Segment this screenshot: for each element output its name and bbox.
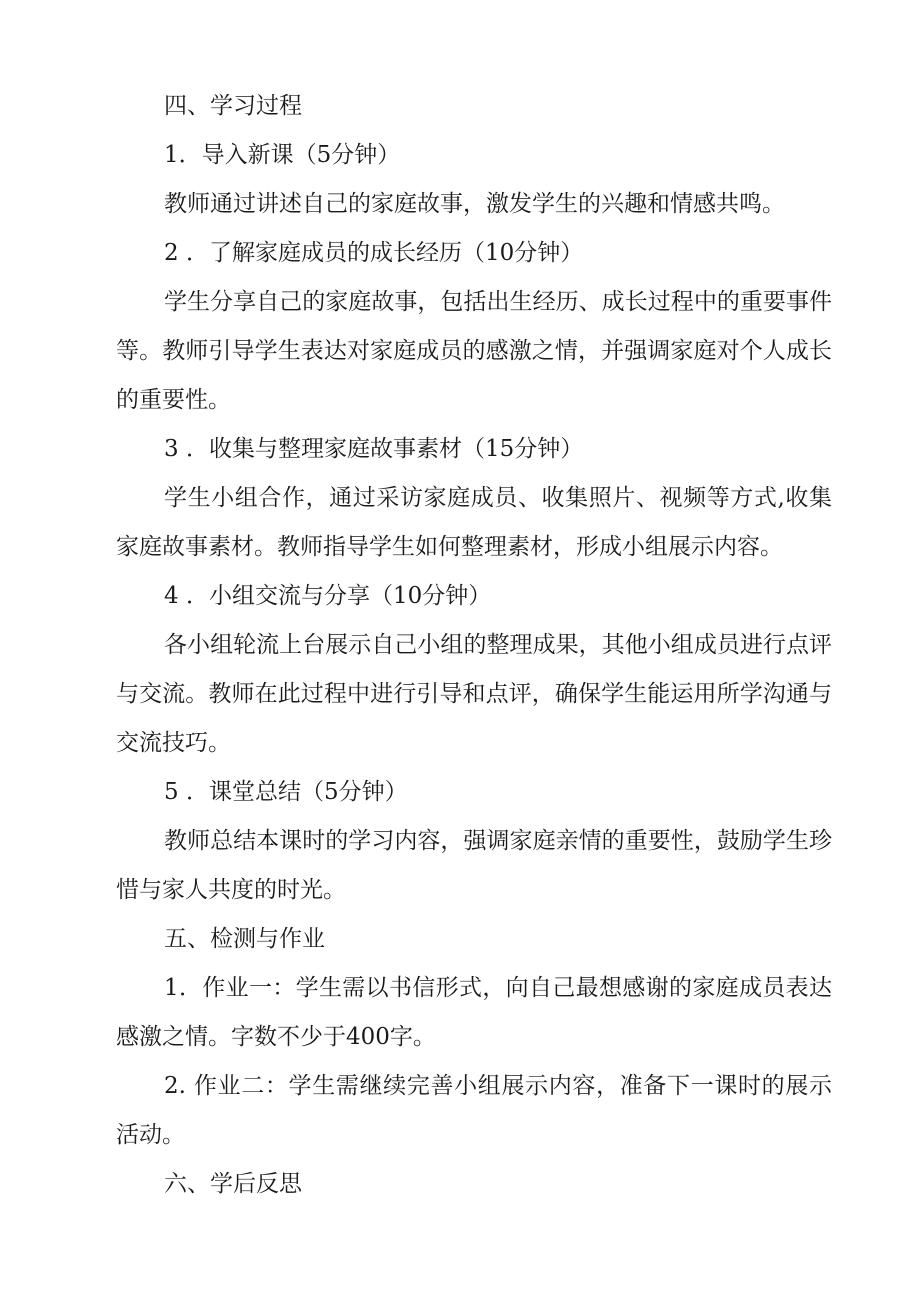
- section-heading-reflection: 六、学后反思: [164, 1171, 302, 1197]
- paragraph: 各小组轮流上台展示自己小组的整理成果，其他小组成员进行点评与交流。教师在此过程中进行引导和点评，确保学生能运用所学沟通与交流技巧。: [116, 632, 832, 756]
- section-heading-assessment-homework: 五、检测与作业: [164, 926, 325, 952]
- step-heading-2: 2 ．了解家庭成员的成长经历（10分钟）: [164, 240, 584, 266]
- document-body: [116, 82, 832, 1209]
- paragraph: 学生小组合作，通过采访家庭成员、收集照片、视频等方式,收集家庭故事素材。教师指导学生如何整理素材，形成小组展示内容。: [116, 485, 832, 560]
- section-heading-learning-process: 四、学习过程: [164, 93, 302, 119]
- step-heading-1: 1．导入新课（5分钟）: [164, 142, 401, 168]
- homework-item-1: 1．作业一：学生需以书信形式，向自己最想感谢的家庭成员表达感激之情。字数不少于400字。: [116, 975, 832, 1050]
- paragraph: 教师通过讲述自己的家庭故事，激发学生的兴趣和情感共鸣。: [164, 191, 785, 217]
- paragraph: 教师总结本课时的学习内容，强调家庭亲情的重要性，鼓励学生珍惜与家人共度的时光。: [116, 828, 832, 903]
- step-heading-4: 4 ．小组交流与分享（10分钟）: [164, 583, 492, 609]
- homework-item-2: 2. 作业二：学生需继续完善小组展示内容，准备下一课时的展示活动。: [116, 1073, 832, 1148]
- step-heading-3: 3 ．收集与整理家庭故事素材（15分钟）: [164, 436, 584, 462]
- paragraph: 学生分享自己的家庭故事，包括出生经历、成长过程中的重要事件等。教师引导学生表达对家庭成员的感激之情，并强调家庭对个人成长的重要性。: [116, 289, 832, 413]
- step-heading-5: 5 ．课堂总结（5分钟）: [164, 779, 408, 805]
